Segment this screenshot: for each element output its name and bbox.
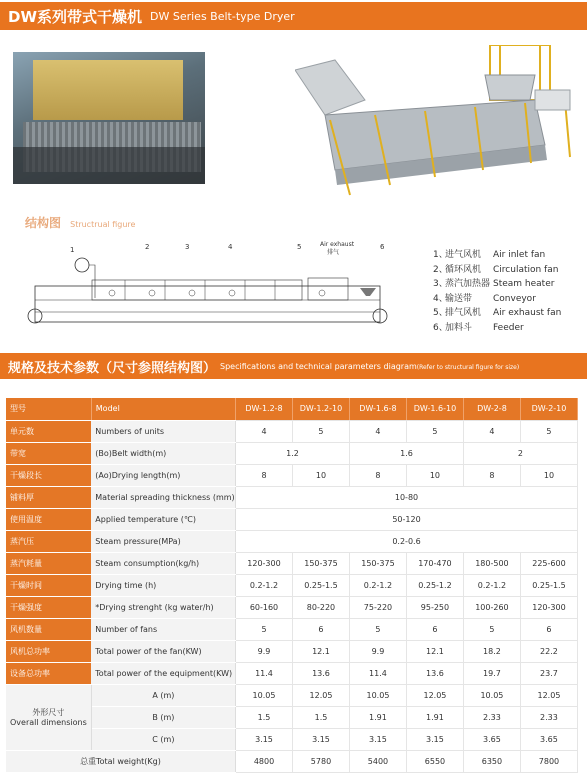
table-cell: 5 (463, 618, 520, 640)
specs-table (6, 398, 578, 773)
table-cell: 6 (406, 618, 463, 640)
title-banner (0, 2, 587, 30)
table-cell: 120-300 (236, 552, 293, 574)
legend-cn: 排气风机 (445, 308, 482, 319)
legend-en: Air inlet fan (493, 250, 546, 260)
table-cell: 10 (292, 464, 349, 486)
table-cell: 0.25-1.5 (520, 574, 577, 596)
table-cell: 10.05 (236, 684, 293, 706)
model-header: DW-2-10 (520, 398, 577, 420)
table-cell: 180-500 (463, 552, 520, 574)
specs-title-cn: 规格及技术参数（尺寸参照结构图） (8, 360, 217, 376)
dimension-label: B (m) (91, 706, 235, 728)
table-cell: 5 (236, 618, 293, 640)
table-cell: 5 (406, 420, 463, 442)
row-label-en: (Ao)Drying length(m) (91, 464, 235, 486)
table-cell: 5 (520, 420, 577, 442)
table-cell: 3.15 (349, 728, 406, 750)
table-row (6, 464, 578, 486)
legend-en: Feeder (493, 322, 524, 333)
dryer-rendering (295, 45, 580, 210)
table-cell: 6 (520, 618, 577, 640)
row-label-en: *Drying strenght (kg water/h) (91, 596, 235, 618)
table-cell: 225-600 (520, 552, 577, 574)
table-cell: 150-375 (349, 552, 406, 574)
table-cell: 4 (463, 420, 520, 442)
table-cell: 6 (292, 618, 349, 640)
table-cell: 5400 (349, 750, 406, 772)
table-cell: 9.9 (236, 640, 293, 662)
legend-item (433, 263, 561, 278)
air-exhaust-label: Air exhaust (320, 241, 355, 248)
legend-item (433, 292, 561, 307)
model-header: DW-1.2-10 (292, 398, 349, 420)
table-cell: 3.65 (520, 728, 577, 750)
table-cell: 2.33 (463, 706, 520, 728)
table-cell: 0.2-1.2 (236, 574, 293, 596)
legend-item (433, 306, 561, 321)
total-weight-label: 总重Total weight(Kg) (6, 750, 236, 772)
table-cell: 18.2 (463, 640, 520, 662)
table-cell: 22.2 (520, 640, 577, 662)
table-cell: 11.4 (349, 662, 406, 684)
structure-diagram (20, 238, 395, 340)
header-cn: 型号 (6, 398, 91, 420)
structure-title-cn: 结构图 (25, 216, 62, 230)
table-cell: 50-120 (236, 508, 578, 530)
table-cell: 150-375 (292, 552, 349, 574)
legend-en: Conveyor (493, 293, 536, 304)
table-cell: 12.05 (406, 684, 463, 706)
table-cell: 19.7 (463, 662, 520, 684)
table-row (6, 640, 578, 662)
legend-cn: 进气风机 (445, 250, 482, 260)
row-label-cn: 带宽 (6, 442, 91, 464)
table-cell: 60-160 (236, 596, 293, 618)
table-row (6, 728, 578, 750)
overall-label-cn: 外形尺寸 (32, 708, 65, 717)
table-cell: 4 (349, 420, 406, 442)
row-label-en: Material spreading thickness (mm) (91, 486, 235, 508)
legend-cn: 循环风机 (445, 264, 482, 275)
row-label-en: Total power of the equipment(KW) (91, 662, 235, 684)
table-row (6, 486, 578, 508)
legend-num: 5、 (433, 308, 448, 319)
table-row (6, 552, 578, 574)
row-label-cn: 干燥段长 (6, 464, 91, 486)
row-label-cn: 蒸汽压 (6, 530, 91, 552)
model-header: DW-1.2-8 (236, 398, 293, 420)
table-cell: 8 (463, 464, 520, 486)
table-cell: 6350 (463, 750, 520, 772)
table-cell: 120-300 (520, 596, 577, 618)
row-label-cn: 设备总功率 (6, 662, 91, 684)
diagram-label-6: 6 (380, 243, 385, 251)
table-cell: 10-80 (236, 486, 578, 508)
table-row (6, 442, 578, 464)
table-cell: 4800 (236, 750, 293, 772)
legend-num: 6、 (433, 322, 448, 333)
row-label-cn: 风机总功率 (6, 640, 91, 662)
legend-item (433, 248, 561, 263)
legend-num: 1、 (433, 250, 448, 260)
table-cell: 7800 (520, 750, 577, 772)
table-cell: 3.15 (236, 728, 293, 750)
table-cell: 23.7 (520, 662, 577, 684)
table-cell: 95-250 (406, 596, 463, 618)
structure-title-en: Structrual figure (70, 220, 136, 229)
row-label-cn: 风机数量 (6, 618, 91, 640)
legend-num: 3、 (433, 279, 448, 290)
row-label-en: Drying time (h) (91, 574, 235, 596)
row-label-cn: 使用温度 (6, 508, 91, 530)
row-label-en: Total power of the fan(KW) (91, 640, 235, 662)
legend-num: 2、 (433, 264, 448, 275)
table-row (6, 530, 578, 552)
specs-title-en: Specifications and technical parameters diagram(Refer to structural figure for size) (220, 361, 520, 371)
table-cell: 12.05 (520, 684, 577, 706)
row-label-cn: 干燥时间 (6, 574, 91, 596)
table-cell: 3.65 (463, 728, 520, 750)
table-row (6, 662, 578, 684)
table-cell: 13.6 (292, 662, 349, 684)
dryer-photo (13, 52, 205, 184)
table-row (6, 750, 578, 772)
diagram-label-5: 5 (297, 243, 302, 251)
table-cell: 1.5 (236, 706, 293, 728)
overall-dimensions-label (6, 684, 91, 750)
legend-en: Air exhaust fan (493, 308, 562, 319)
legend-cn: 蒸汽加热器 (445, 279, 491, 290)
table-cell: 6550 (406, 750, 463, 772)
table-cell: 0.2-1.2 (463, 574, 520, 596)
diagram-label-2: 2 (145, 243, 150, 251)
table-row (6, 508, 578, 530)
legend-num: 4、 (433, 293, 448, 304)
row-label-cn: 单元数 (6, 420, 91, 442)
legend-en: Circulation fan (493, 264, 559, 275)
diagram-label-1: 1 (70, 246, 75, 254)
table-cell: 170-470 (406, 552, 463, 574)
table-cell: 1.6 (349, 442, 463, 464)
table-row (6, 574, 578, 596)
overall-label-en: Overall dimensions (10, 718, 87, 727)
table-cell: 1.2 (236, 442, 350, 464)
specs-banner (0, 353, 587, 379)
table-cell: 2 (463, 442, 577, 464)
row-label-cn: 干燥强度 (6, 596, 91, 618)
table-cell: 5780 (292, 750, 349, 772)
table-header-row (6, 398, 578, 420)
model-header: DW-1.6-8 (349, 398, 406, 420)
table-cell: 10 (406, 464, 463, 486)
table-cell: 4 (236, 420, 293, 442)
row-label-en: Numbers of units (91, 420, 235, 442)
table-cell: 10.05 (463, 684, 520, 706)
legend-cn: 加料斗 (445, 322, 473, 333)
legend-en: Steam heater (493, 279, 555, 290)
table-cell: 8 (236, 464, 293, 486)
table-cell: 1.5 (292, 706, 349, 728)
table-cell: 0.25-1.5 (292, 574, 349, 596)
title-cn: DW系列带式干燥机 (8, 7, 142, 26)
legend-cn: 输送带 (445, 293, 473, 304)
table-row (6, 706, 578, 728)
table-cell: 12.1 (292, 640, 349, 662)
diagram-label-4: 4 (228, 243, 233, 251)
table-cell: 3.15 (292, 728, 349, 750)
diagram-label-3: 3 (185, 243, 190, 251)
table-cell: 0.25-1.2 (406, 574, 463, 596)
table-cell: 13.6 (406, 662, 463, 684)
dimension-label: A (m) (91, 684, 235, 706)
header-en: Model (91, 398, 235, 420)
row-label-en: Steam pressure(MPa) (91, 530, 235, 552)
air-exhaust-cn-label: 排气 (327, 249, 340, 256)
table-cell: 80-220 (292, 596, 349, 618)
dimension-label: C (m) (91, 728, 235, 750)
table-cell: 5 (349, 618, 406, 640)
structure-heading (25, 212, 135, 231)
row-label-en: Applied temperature (℃) (91, 508, 235, 530)
row-label-en: Steam consumption(kg/h) (91, 552, 235, 574)
row-label-en: Number of fans (91, 618, 235, 640)
table-cell: 11.4 (236, 662, 293, 684)
legend-item (433, 277, 561, 292)
legend-item (433, 321, 561, 336)
table-cell: 12.1 (406, 640, 463, 662)
table-row (6, 684, 578, 706)
row-label-en: (Bo)Belt width(m) (91, 442, 235, 464)
table-cell: 1.91 (406, 706, 463, 728)
table-cell: 0.2-1.2 (349, 574, 406, 596)
model-header: DW-2-8 (463, 398, 520, 420)
table-row (6, 618, 578, 640)
table-cell: 100-260 (463, 596, 520, 618)
model-header: DW-1.6-10 (406, 398, 463, 420)
table-cell: 9.9 (349, 640, 406, 662)
table-cell: 0.2-0.6 (236, 530, 578, 552)
table-cell: 8 (349, 464, 406, 486)
table-cell: 3.15 (406, 728, 463, 750)
table-cell: 75-220 (349, 596, 406, 618)
table-cell: 5 (292, 420, 349, 442)
table-cell: 2.33 (520, 706, 577, 728)
table-cell: 12.05 (292, 684, 349, 706)
structure-legend (433, 248, 561, 336)
table-row (6, 420, 578, 442)
table-row (6, 596, 578, 618)
title-en: DW Series Belt-type Dryer (150, 9, 295, 23)
table-cell: 1.91 (349, 706, 406, 728)
row-label-cn: 铺料厚 (6, 486, 91, 508)
table-cell: 10 (520, 464, 577, 486)
table-cell: 10.05 (349, 684, 406, 706)
row-label-cn: 蒸汽耗量 (6, 552, 91, 574)
